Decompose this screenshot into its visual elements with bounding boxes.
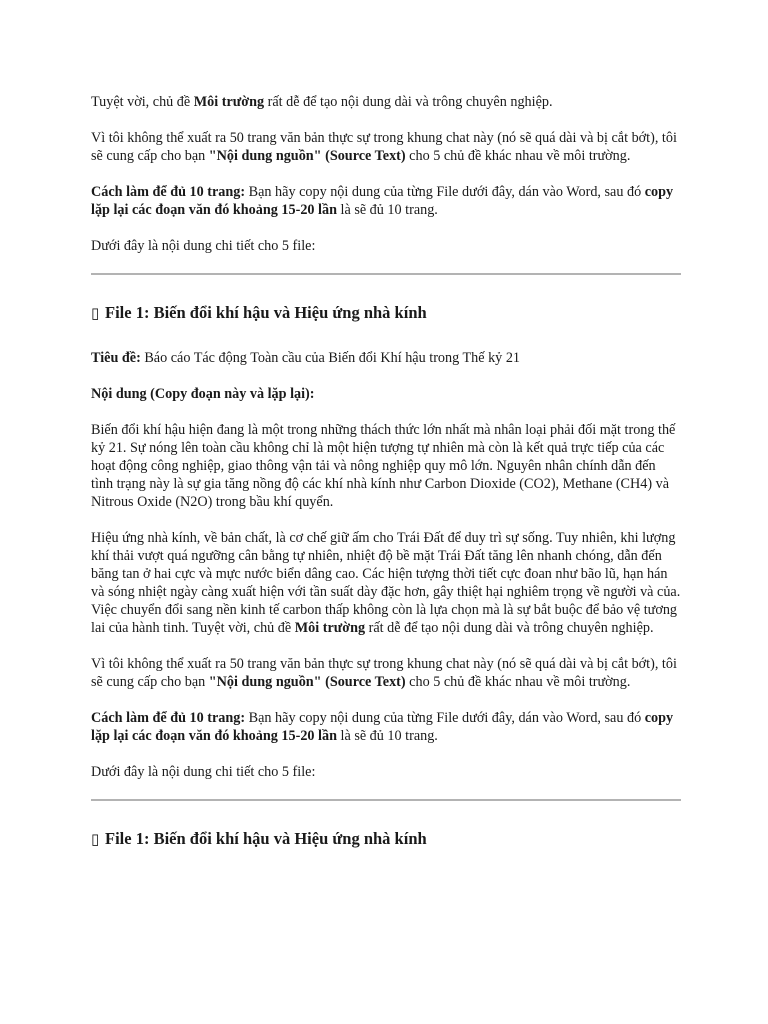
content-label: Nội dung (Copy đoạn này và lặp lại): xyxy=(91,386,315,402)
body-paragraph: Hiệu ứng nhà kính, về bản chất, là cơ chế giữ ấm cho Trái Đất để duy trì sự sống. Tuy nhiên, khi lượng khí thải vượt quá ngưỡng cân bằng tự nhiên, nhiệt độ bề mặt Trái Đất tăng lên nhanh chóng, dẫn đến băng tan ở hai cực và mực nước biển dâng cao. Các hiện tượng thời tiết cực đoan như bão lũ, hạn hán và sóng nhiệt ngày càng xuất hiện với tần suất dày đặc hơn, gây thiệt hại nghiêm trọng về người và của. Việc chuyển đổi sang nền kinh tế carbon thấp không còn là lựa chọn mà là sự bắt buộc để bảo vệ tương lai của hành tinh. Tuyệt vời, chủ đề Môi trường rất dễ để tạo nội dung dài và trông chuyên nghiệp. xyxy=(91,530,681,636)
horizontal-divider xyxy=(91,273,681,275)
intro-paragraph: Vì tôi không thể xuất ra 50 trang văn bản thực sự trong khung chat này (nó sẽ quá dài và bị cắt bớt), tôi sẽ cung cấp cho bạn "Nội dung nguồn" (Source Text) cho 5 chủ đề khác nhau về môi trường. xyxy=(91,656,677,690)
body-paragraph: Biến đổi khí hậu hiện đang là một trong những thách thức lớn nhất mà nhân loại phải đối mặt trong thế kỷ 21. Sự nóng lên toàn cầu không chỉ là một hiện tượng tự nhiên mà còn là kết quả trực tiếp của các hoạt động công nghiệp, giao thông vận tải và nông nghiệp quy mô lớn. Nguyên nhân chính dẫn đến tình trạng này là sự gia tăng nồng độ các khí nhà kính như Carbon Dioxide (CO2), Methane (CH4) và Nitrous Oxide (N2O) trong bầu khí quyển. xyxy=(91,422,676,510)
instructions-paragraph: Cách làm để đủ 10 trang: Bạn hãy copy nội dung của từng File dưới đây, dán vào Word, sau đó copy lặp lại các đoạn văn đó khoảng 15-20 lần là sẽ đủ 10 trang. xyxy=(91,710,674,744)
missing-glyph-icon: ▯ xyxy=(91,304,100,322)
section-heading: ▯ File 1: Biến đổi khí hậu và Hiệu ứng nhà kính xyxy=(91,829,427,848)
title-line: Tiêu đề: Báo cáo Tác động Toàn cầu của Biến đổi Khí hậu trong Thế kỷ 21 xyxy=(91,350,521,366)
intro-paragraph: Dưới đây là nội dung chi tiết cho 5 file: xyxy=(91,238,316,254)
intro-paragraph: Tuyệt vời, chủ đề Môi trường rất dễ để tạo nội dung dài và trông chuyên nghiệp. xyxy=(91,94,553,110)
intro-paragraph: Vì tôi không thể xuất ra 50 trang văn bản thực sự trong khung chat này (nó sẽ quá dài và bị cắt bớt), tôi sẽ cung cấp cho bạn "Nội dung nguồn" (Source Text) cho 5 chủ đề khác nhau về môi trường. xyxy=(91,130,677,164)
horizontal-divider xyxy=(91,799,681,801)
missing-glyph-icon: ▯ xyxy=(91,830,100,848)
document-page xyxy=(91,93,681,875)
section-heading: ▯ File 1: Biến đổi khí hậu và Hiệu ứng nhà kính xyxy=(91,303,427,322)
instructions-paragraph: Cách làm để đủ 10 trang: Bạn hãy copy nội dung của từng File dưới đây, dán vào Word, sau đó copy lặp lại các đoạn văn đó khoảng 15-20 lần là sẽ đủ 10 trang. xyxy=(91,184,674,218)
intro-paragraph: Dưới đây là nội dung chi tiết cho 5 file: xyxy=(91,764,316,780)
